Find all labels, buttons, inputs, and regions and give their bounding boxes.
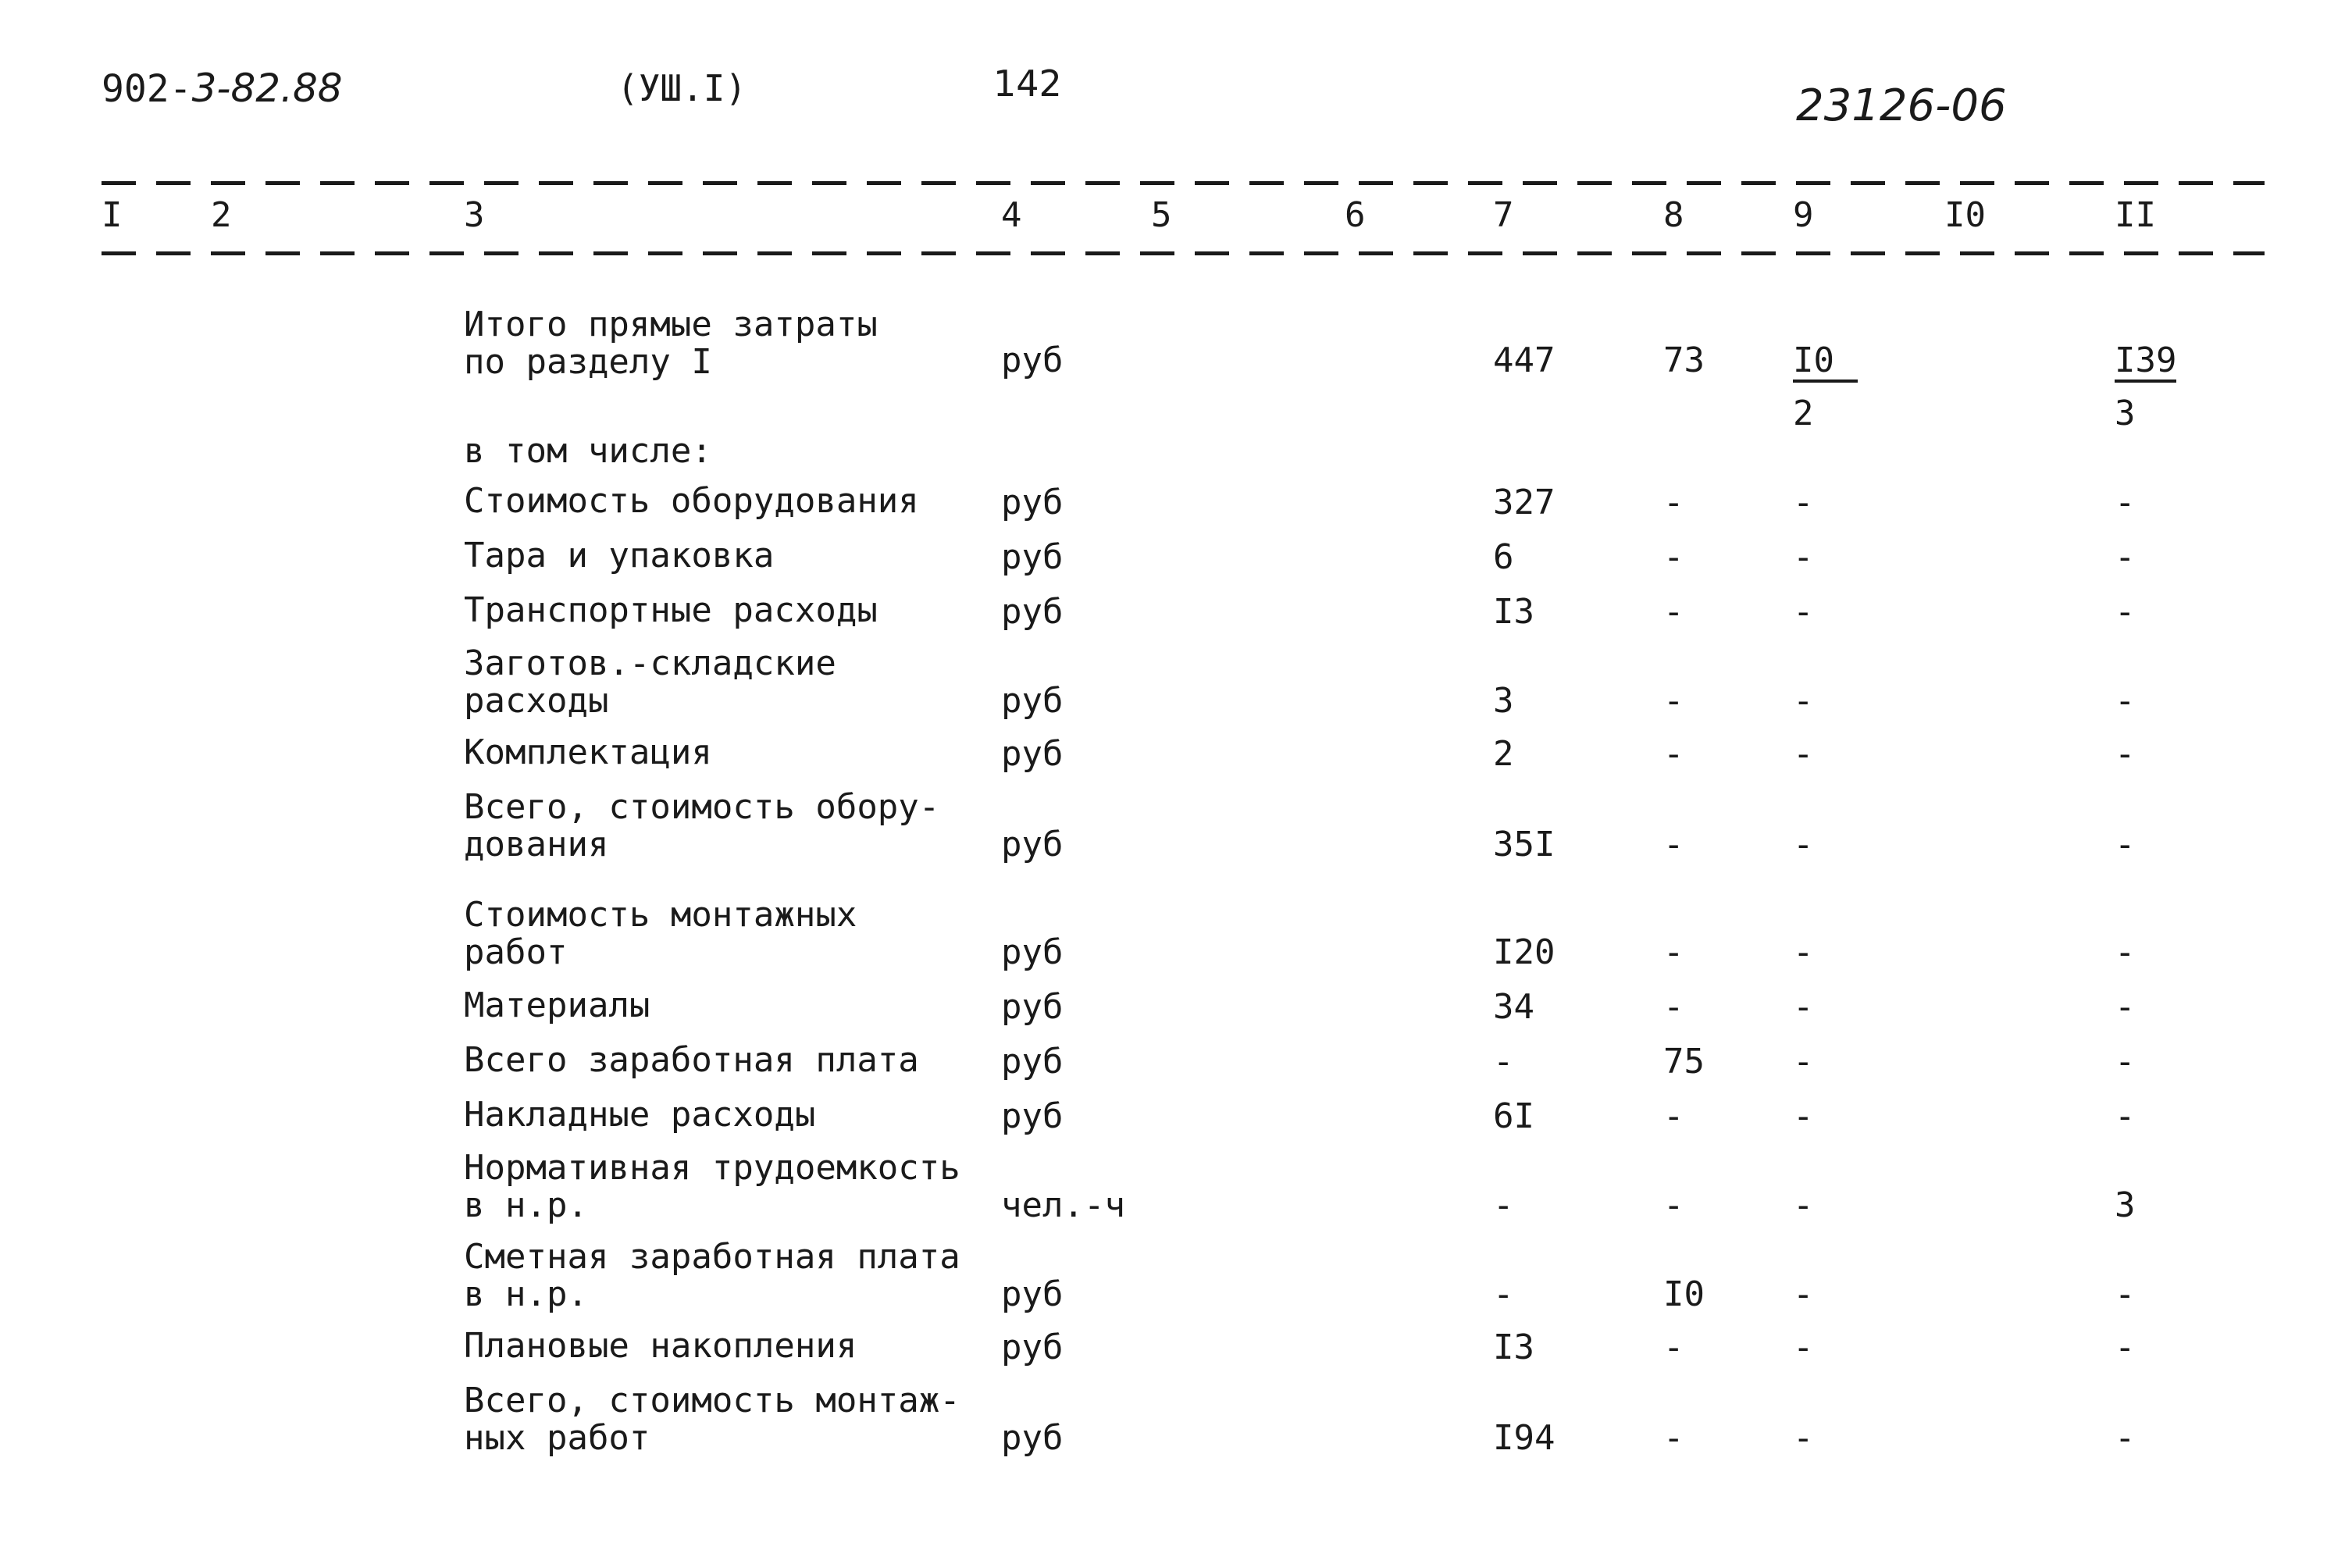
row-col9: -: [1793, 537, 1814, 577]
column-number: I0: [1944, 195, 1986, 235]
row-col11: -: [2115, 1327, 2136, 1367]
row-unit: руб: [1001, 987, 1064, 1027]
column-number: 8: [1663, 195, 1684, 235]
row-col9: -: [1793, 1274, 1814, 1314]
row-col7: 3: [1493, 681, 1514, 721]
row-col7: -: [1493, 1042, 1514, 1082]
column-number: 2: [211, 195, 232, 235]
row-col7: -: [1493, 1185, 1514, 1225]
row-col9: -: [1793, 592, 1814, 632]
row-unit: руб: [1001, 483, 1064, 522]
row-col11: -: [2115, 825, 2136, 864]
doc-code-handwritten: 3-82.88: [191, 66, 343, 111]
row-col9: -: [1793, 681, 1814, 721]
row-col7: 2: [1493, 734, 1514, 774]
row-col8: -: [1663, 987, 1684, 1027]
row-col9: I0: [1793, 344, 1858, 383]
row-unit: руб: [1001, 1096, 1064, 1136]
row-col7: 447: [1493, 340, 1556, 380]
row-description: Материалы: [464, 985, 650, 1025]
doc-code-printed: 902-: [102, 67, 192, 111]
column-number: 9: [1793, 195, 1814, 235]
row-col9: -: [1793, 1418, 1814, 1458]
row-unit: руб: [1001, 681, 1064, 721]
row-col7: 6I: [1493, 1096, 1534, 1136]
column-number: 6: [1345, 195, 1366, 235]
doc-code: [102, 66, 343, 111]
column-number: 7: [1493, 195, 1514, 235]
row-description: Сметная заработная плата в н.р.: [464, 1237, 960, 1314]
row-col8: 73: [1663, 340, 1705, 380]
row-col8: -: [1663, 1096, 1684, 1136]
column-number: 4: [1001, 195, 1022, 235]
row-col8: -: [1663, 1418, 1684, 1458]
row-col7: -: [1493, 1274, 1514, 1314]
header-rule-top: [102, 181, 2265, 185]
row-unit: руб: [1001, 537, 1064, 577]
column-number: I: [102, 195, 123, 235]
row-col8: -: [1663, 537, 1684, 577]
row-description: Всего заработная плата: [464, 1040, 919, 1080]
row-unit: руб: [1001, 592, 1064, 632]
row-col8: -: [1663, 1185, 1684, 1225]
row-col8: -: [1663, 483, 1684, 522]
row-col11: I39: [2115, 344, 2176, 383]
row-col9: -: [1793, 825, 1814, 864]
row-col11: -: [2115, 932, 2136, 972]
row-col7: I3: [1493, 1327, 1534, 1367]
row-unit: руб: [1001, 1042, 1064, 1082]
row-col8: 75: [1663, 1042, 1705, 1082]
row-col11: -: [2115, 1096, 2136, 1136]
row-col11: -: [2115, 537, 2136, 577]
row-description: в том числе:: [464, 431, 712, 471]
row-col8: -: [1663, 932, 1684, 972]
row-col8: -: [1663, 825, 1684, 864]
row-description: Накладные расходы: [464, 1095, 816, 1135]
row-description: Тара и упаковка: [464, 536, 775, 576]
row-col8: -: [1663, 681, 1684, 721]
row-unit: руб: [1001, 932, 1064, 972]
row-unit: руб: [1001, 1418, 1064, 1458]
row-col7: 35I: [1493, 825, 1556, 864]
row-col7: 327: [1493, 483, 1556, 522]
row-unit: руб: [1001, 734, 1064, 774]
row-col11: -: [2115, 1274, 2136, 1314]
row-col11: -: [2115, 987, 2136, 1027]
archive-number: 23126-06: [1796, 80, 2007, 131]
row-col9: -: [1793, 1327, 1814, 1367]
row-col11: -: [2115, 483, 2136, 522]
row-col9: -: [1793, 1096, 1814, 1136]
row-col11: -: [2115, 681, 2136, 721]
page-number: 142: [993, 62, 1062, 105]
row-col9: -: [1793, 932, 1814, 972]
row-col8: -: [1663, 1327, 1684, 1367]
row-description: Стоимость монтажных работ: [464, 895, 857, 972]
row-col7: I20: [1493, 932, 1556, 972]
row-col8: -: [1663, 734, 1684, 774]
row-col7: 6: [1493, 537, 1514, 577]
row-description: Стоимость оборудования: [464, 481, 919, 521]
row-unit: руб: [1001, 825, 1064, 864]
row-col7: I94: [1493, 1418, 1556, 1458]
row-col9-sub: 2: [1793, 394, 1814, 433]
column-number: 3: [464, 195, 485, 235]
row-col11: 3: [2115, 1185, 2136, 1225]
row-unit: руб: [1001, 1274, 1064, 1314]
row-col9: -: [1793, 483, 1814, 522]
row-col9: -: [1793, 987, 1814, 1027]
row-description: Всего, стоимость монтаж- ных работ: [464, 1381, 960, 1458]
row-col9: -: [1793, 734, 1814, 774]
row-col7: I3: [1493, 592, 1534, 632]
row-col9: -: [1793, 1185, 1814, 1225]
row-description: Плановые накопления: [464, 1326, 857, 1366]
row-description: Комплектация: [464, 732, 712, 772]
row-col7: 34: [1493, 987, 1534, 1027]
row-unit: чел.-ч: [1001, 1185, 1125, 1225]
row-col11: -: [2115, 734, 2136, 774]
row-description: Транспортные расходы: [464, 590, 878, 630]
row-description: Заготов.-складские расходы: [464, 643, 836, 721]
row-col8: -: [1663, 592, 1684, 632]
header-rule-bottom: [102, 251, 2265, 255]
row-col11: -: [2115, 1042, 2136, 1082]
row-col9: -: [1793, 1042, 1814, 1082]
row-description: Итого прямые затраты по разделу I: [464, 305, 878, 382]
section-label: (УШ.I): [617, 67, 747, 109]
row-col11-sub: 3: [2115, 394, 2136, 433]
row-col11: -: [2115, 592, 2136, 632]
column-number: 5: [1151, 195, 1172, 235]
column-number: II: [2115, 195, 2156, 235]
row-col11: -: [2115, 1418, 2136, 1458]
row-unit: руб: [1001, 340, 1064, 380]
row-description: Всего, стоимость обору- дования: [464, 787, 940, 864]
row-col8: I0: [1663, 1274, 1705, 1314]
row-description: Нормативная трудоемкость в н.р.: [464, 1148, 960, 1225]
row-unit: руб: [1001, 1327, 1064, 1367]
